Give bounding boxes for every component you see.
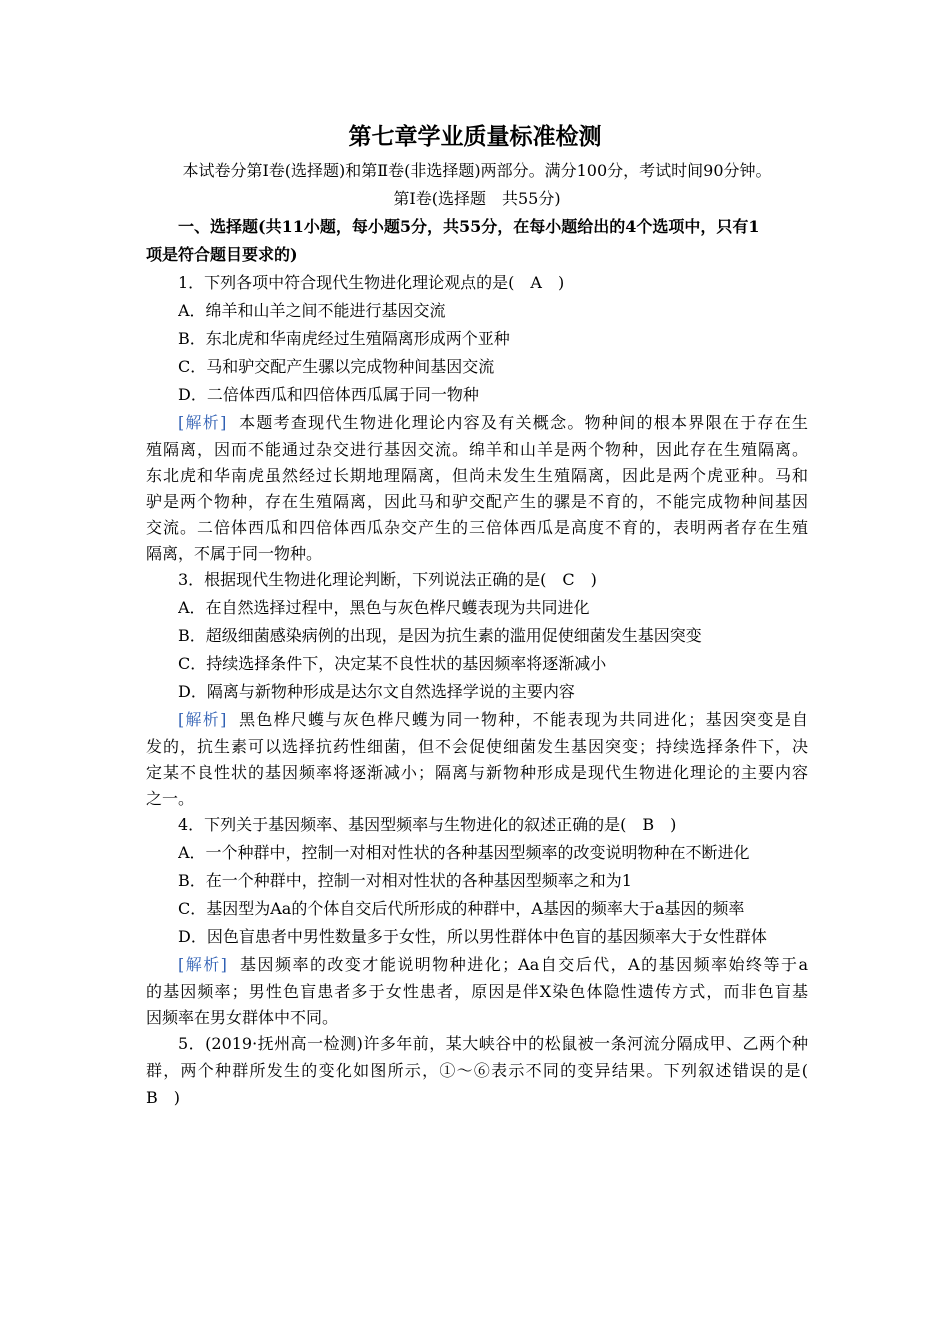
page-title: 第七章学业质量标准检测 (348, 123, 602, 150)
q1-analysis-line: 交流。二倍体西瓜和四倍体西瓜杂交产生的三倍体西瓜是高度不育的，表明两者存在生殖 (146, 518, 808, 537)
q4-stem: 4．下列关于基因频率、基因型频率与生物进化的叙述正确的是( B ) (178, 815, 677, 834)
q1-option-d: D．二倍体西瓜和四倍体西瓜属于同一物种 (178, 385, 479, 404)
q3-option-d: D．隔离与新物种形成是达尔文自然选择学说的主要内容 (178, 682, 575, 701)
q1-option-b: B．东北虎和华南虎经过生殖隔离形成两个亚种 (178, 329, 510, 348)
q3-analysis-line: 定某不良性状的基因频率将逐渐减小；隔离与新物种形成是现代生物进化理论的主要内容 (146, 763, 808, 782)
q3-analysis-line: 发的，抗生素可以选择抗药性细菌，但不会促使细菌发生基因突变；持续选择条件下，决 (146, 737, 808, 756)
q4-option-c: C．基因型为Aa的个体自交后代所形成的种群中，A基因的频率大于a基因的频率 (178, 899, 745, 918)
q1-analysis-line: 隔离，不属于同一物种。 (146, 544, 323, 563)
q3-analysis-line (178, 709, 808, 731)
section-heading-line-2: 项是符合题目要求的) (146, 245, 298, 264)
q3-option-b: B．超级细菌感染病例的出现，是因为抗生素的滥用促使细菌发生基因突变 (178, 626, 702, 645)
part-heading: 第Ⅰ卷(选择题 共55分) (393, 189, 561, 208)
q1-stem: 1．下列各项中符合现代生物进化理论观点的是( A ) (178, 273, 565, 292)
q4-analysis-line (178, 954, 808, 976)
q4-analysis-tag: [解析] (178, 955, 227, 974)
q3-analysis-text: 黑色桦尺蠖与灰色桦尺蠖为同一物种，不能表现为共同进化；基因突变是自 (239, 710, 808, 729)
q5-stem-line: 5．(2019·抚州高一检测)许多年前，某大峡谷中的松鼠被一条河流分隔成甲、乙两个种 (178, 1034, 808, 1053)
q5-stem-line: 群，两个种群所发生的变化如图所示，①～⑥表示不同的变异结果。下列叙述错误的是( (146, 1061, 808, 1080)
q4-option-d: D．因色盲患者中男性数量多于女性，所以男性群体中色盲的基因频率大于女性群体 (178, 927, 767, 946)
q3-analysis-line: 之一。 (146, 789, 195, 808)
q3-stem: 3．根据现代生物进化理论判断，下列说法正确的是( C ) (178, 570, 597, 589)
q4-option-a: A．一个种群中，控制一对相对性状的各种基因型频率的改变说明物种在不断进化 (178, 843, 750, 862)
q4-analysis-text: 基因频率的改变才能说明物种进化；Aa自交后代，A的基因频率始终等于a (240, 955, 808, 974)
q4-analysis-line: 的基因频率；男性色盲患者多于女性患者，原因是伴X染色体隐性遗传方式，而非色盲基 (146, 982, 808, 1001)
q4-option-b: B．在一个种群中，控制一对相对性状的各种基因型频率之和为1 (178, 871, 632, 890)
q3-option-c: C．持续选择条件下，决定某不良性状的基因频率将逐渐减小 (178, 654, 607, 673)
q1-analysis-line: 殖隔离，因而不能通过杂交进行基因交流。绵羊和山羊是两个物种，因此存在生殖隔离。 (146, 440, 808, 459)
q3-analysis-tag: [解析] (178, 710, 227, 729)
q4-analysis-line: 因频率在男女群体中不同。 (146, 1008, 339, 1027)
q1-analysis-tag: [解析] (178, 413, 227, 432)
section-heading-line-1: 一、选择题(共11小题，每小题5分，共55分，在每小题给出的4个选项中，只有1 (178, 217, 760, 236)
q5-stem-line: B ) (146, 1088, 181, 1107)
exam-intro: 本试卷分第Ⅰ卷(选择题)和第Ⅱ卷(非选择题)两部分。满分100分，考试时间90分钟。 (182, 161, 772, 180)
q1-analysis-text: 本题考查现代生物进化理论内容及有关概念。物种间的根本界限在于存在生 (239, 413, 808, 432)
q1-option-c: C．马和驴交配产生骡以完成物种间基因交流 (178, 357, 495, 376)
q1-analysis-line: 驴是两个物种，存在生殖隔离，因此马和驴交配产生的骡是不育的，不能完成物种间基因 (146, 492, 808, 511)
q1-analysis-line: 东北虎和华南虎虽然经过长期地理隔离，但尚未发生生殖隔离，因此是两个虎亚种。马和 (146, 466, 808, 485)
q3-option-a: A．在自然选择过程中，黑色与灰色桦尺蠖表现为共同进化 (178, 598, 590, 617)
q1-option-a: A．绵羊和山羊之间不能进行基因交流 (178, 301, 446, 320)
q1-analysis-line (178, 412, 808, 434)
